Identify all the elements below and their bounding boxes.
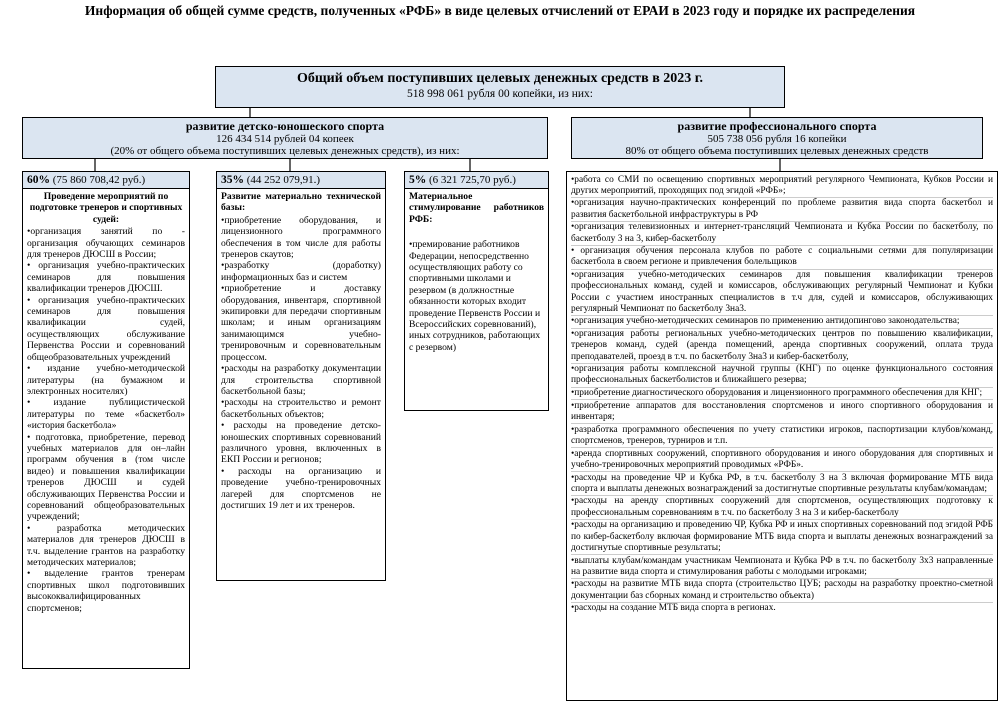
- list-item: •расходы на создание МТБ вида спорта в регионах.: [571, 602, 993, 615]
- list-item: • издание учебно-методической литературы (на бумажном и электронных носителях): [27, 363, 185, 397]
- list-item: •расходы на разработку документации для строительства спортивной баскетбольной базы;: [221, 363, 381, 397]
- list-item: •организация учебно-методических семинаров по применению антидопингово законодательства;: [571, 315, 993, 328]
- list-item: • подготовка, приобретение, перевод учебных материалов для он–лайн программ обучения в (том числе видео) и повышения квалификации тренеров ДЮСШ и судей обслуживающих Первенства России и соревнований общеобразовательных учреждений;: [27, 431, 185, 523]
- list-item: •приобретение диагностического оборудования и лицензионного программного обеспечения для КНГ;: [571, 387, 993, 400]
- list-item: •выплаты клубам/командам участникам Чемпионата и Кубка РФ в т.ч. по баскетболу 3х3 направленные на развитие вида спорта и стимулирования работы с молодыми игроками;: [571, 555, 993, 577]
- column-trainers-header: [23, 172, 189, 189]
- list-item: • расходы на проведение детско-юношеских спортивных соревнований различного уровня, включенных в ЕКП России и регионов;: [221, 420, 381, 466]
- column-trainers-subtitle: Проведение мероприятий по подготовке тренеров и спортивных судей:: [29, 191, 183, 225]
- page-title: Информация об общей сумме средств, полученных «РФБ» в виде целевых отчислений от ЕРАИ в 2023 году и порядке их распределения: [84, 3, 916, 18]
- pro-heading: развитие профессионального спорта: [677, 119, 877, 133]
- list-item: •расходы на организацию и проведению ЧР, Кубка РФ и иных спортивных соревнований под эгидой РФБ по кибер-баскетболу включая формирование МТБ вида спорта и выплаты денежных вознаграждений за достигнутые спортивные результаты;: [571, 520, 993, 553]
- list-item: •приобретение и доставку оборудования, инвентаря, спортивной экипировки для передачи спортивным школам; и иным организациям занимающимся учебно-тренировочным и соревновательным процессом.: [221, 283, 381, 363]
- total-funds-box: [215, 66, 785, 108]
- list-item: •аренда спортивных сооружений, спортивного оборудования и иного оборудования для спортивных и учебно-тренировочных мероприятий проводимых «РФБ».: [571, 448, 993, 470]
- pro-sport-box: [571, 117, 983, 159]
- list-item: •организация телевизионных и интернет-трансляций Чемпионата и Кубка России по баскетболу, по баскетболу 3 на 3, кибер-баскетболу: [571, 222, 993, 244]
- list-item: • организация учебно-практических семинаров для повышения квалификации судей, осуществляющих обслуживание Первенства России и соревнований общеобразовательных учреждений: [27, 294, 185, 363]
- column-staff-bonus-header: [405, 172, 548, 189]
- list-item: • организация обучения персонала клубов по работе с социальными сетями для популяризации баскетбола в своем регионе и привлечения болельщиков: [571, 246, 993, 268]
- list-item: •расходы на развитие МТБ вида спорта (строительство ЦУБ; расходы на разработку проектно-сметной документации баз сборных команд и строительство объекта): [571, 579, 993, 601]
- column-staff-bonus-subtitle: Материальное стимулирование работников РФБ:: [409, 191, 544, 225]
- column-professional: [566, 171, 998, 701]
- total-amount: 518 998 061 рубля 00 копейки, из них:: [407, 88, 593, 100]
- youth-amount: 126 434 514 рублей 04 копеек: [216, 132, 354, 145]
- list-item: •организация работы региональных учебно-методических центров по повышению квалификации, тренеров команд, судей (аренда помещений, аренда спортивных сооружений, оплата труда преподавателей, проезд в т.ч. по баскетболу 3на3 и кибер-баскетболу,: [571, 329, 993, 362]
- column-trainers: [22, 171, 190, 669]
- list-item: •приобретение оборудования, и лицензионного программного обеспечения в том числе для работы тренеров скаутов;: [221, 214, 381, 261]
- column-infrastructure: [216, 171, 386, 581]
- list-item: •расходы на строительство и ремонт баскетбольных объектов;: [221, 397, 381, 420]
- youth-sport-box: [22, 117, 548, 159]
- column-trainers-sum: (75 860 708,42 руб.): [52, 174, 146, 186]
- list-item: • расходы на организацию и проведение учебно-тренировочных лагерей для спортсменов не достигших 19 лет и их тренеров.: [221, 465, 381, 511]
- column-infrastructure-percent: 35%: [221, 174, 244, 186]
- list-item: •премирование работников Федерации, непосредственно осуществляющих работу со спортивными школами и резервом (в должностные обязанности которых входит проведение Первенств России и Всероссийских соревнований), иных сотрудников, работающих с резервом): [409, 239, 541, 353]
- list-item: •организация учебно-методических семинаров для повышения квалификации тренеров профессиональных команд, судей и комиссаров, обслуживающих регулярный Чемпионат и Кубки России с участием иностранных специалистов в т.ч для, судей и комиссаров, обслуживающих регулярный Чемпионат по баскетболу 3на3.: [571, 270, 993, 314]
- youth-heading: развитие детско-юношеского спорта: [185, 119, 385, 133]
- youth-share: (20% от общего объема поступивших целевых денежных средств), из них:: [110, 145, 460, 157]
- list-item: •расходы на проведение ЧР и Кубка РФ, в т.ч. баскетболу 3 на 3 включая формирование МТБ вида спорта и выплаты денежных вознаграждений за достигнутые спортивные результаты клубам/командам;: [571, 472, 993, 494]
- list-item: •организация занятий по - организация обучающих семинаров для тренеров ДЮСШ в России;: [27, 226, 185, 261]
- list-item: • разработка методических материалов для тренеров ДЮСШ в т.ч. выделение грантов на разработку методических материалов;: [27, 522, 185, 568]
- list-item: • организация учебно-практических семинаров для повышения квалификации тренеров ДЮСШ.: [27, 260, 185, 295]
- column-staff-bonus: [404, 171, 549, 411]
- column-staff-bonus-percent: 5%: [409, 174, 427, 186]
- column-infrastructure-subtitle: Развитие материально технической базы:: [221, 191, 381, 214]
- column-staff-bonus-sum: (6 321 725,70 руб.): [429, 174, 516, 186]
- list-item: •разработку (доработку) информационных баз и систем: [221, 260, 381, 283]
- pro-share: 80% от общего объема поступивших целевых денежных средств: [625, 145, 929, 157]
- list-item: •организация работы комплексной научной группы (КНГ) по оценке функционального состояния профессиональных баскетболистов и ближайшего резерва;: [571, 364, 993, 386]
- list-item: •работа со СМИ по освещению спортивных мероприятий регулярного Чемпионата, Кубков России и других мероприятий, проходящих под эгидой «РФБ»;: [571, 174, 993, 196]
- column-infrastructure-sum: (44 252 079,91.): [246, 174, 321, 186]
- list-item: •организация научно-практических конференций по проблеме развития вида спорта баскетбол и развития баскетбольной инфраструктуры в РФ: [571, 198, 993, 220]
- list-item: • выделение грантов тренерам спортивных школ подготовивших высококвалифицированных спортсменов;: [27, 568, 185, 614]
- column-trainers-percent: 60%: [27, 174, 50, 186]
- pro-amount: 505 738 056 рубля 16 копейки: [707, 132, 847, 145]
- list-item: •разработка программного обеспечения по учету статистики игроков, паспортизации клубов/команд, спортсменов, тренеров, турниров и т.п.: [571, 424, 993, 446]
- list-item: •приобретение аппаратов для восстановления спортсменов и иного спортивного оборудования и инвентаря;: [571, 400, 993, 423]
- list-item: •расходы на аренду спортивных сооружений для спортсменов, осуществляющих подготовку к профессиональным соревнованиям в т.ч. по баскетболу 3 на 3 и кибер-баскетболу: [571, 496, 993, 518]
- list-item: • издание публицистической литературы по теме «баскетбол» «история баскетбола»: [27, 397, 185, 432]
- total-heading: Общий объем поступивших целевых денежных средств в 2023 г.: [296, 71, 704, 86]
- column-infrastructure-header: [217, 172, 385, 189]
